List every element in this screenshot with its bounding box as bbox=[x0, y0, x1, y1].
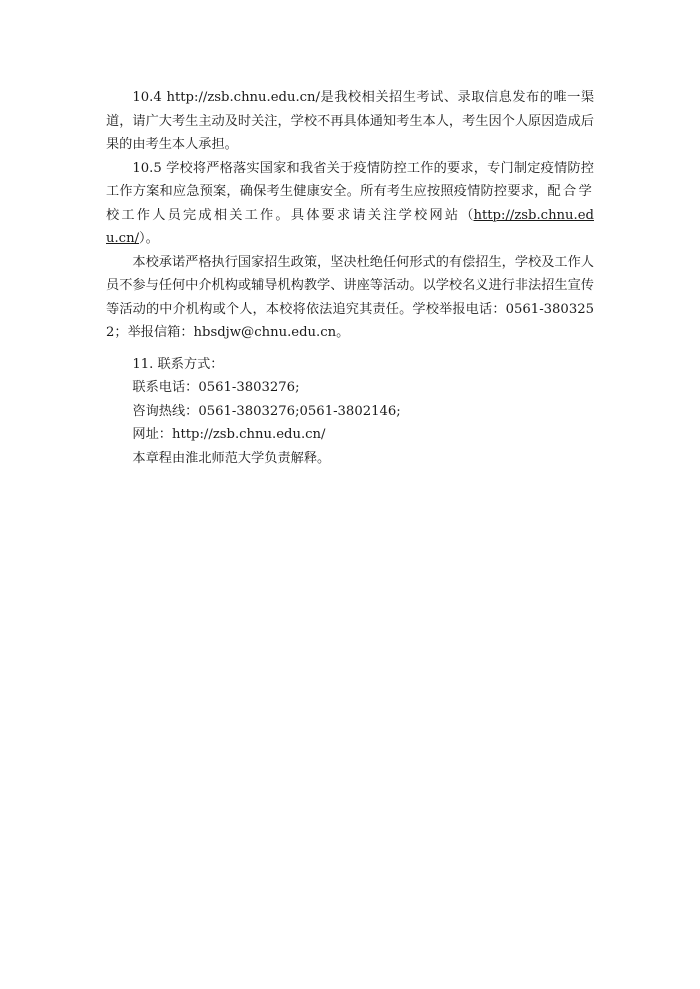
paren-close: ）。 bbox=[139, 231, 159, 246]
section-number: 10.5 bbox=[132, 160, 167, 176]
closing-statement: 本章程由淮北师范大学负责解释。 bbox=[132, 450, 331, 466]
contact-website[interactable]: 网址：http://zsb.chnu.edu.cn/ bbox=[132, 427, 326, 442]
paragraph-text: 是我校相关招生考试、录取信息发布的唯一渠道，请广大考生主动及时关注，学校不再具体通知考生本人，考生因个人原因造成后果的由考生本人承担。 bbox=[106, 90, 595, 152]
contact-heading: 11. 联系方式： bbox=[132, 356, 224, 372]
contact-hotline: 咨询热线：0561-3803276;0561-3802146; bbox=[132, 403, 401, 419]
paragraph-10-4 bbox=[106, 86, 594, 157]
paragraph-text: 学校将严格落实国家和我省关于疫情防控工作的要求，专门制定疫情防控工作方案和应急预案，确保考生健康安全。所有考生应按照疫情防控要求， bbox=[106, 160, 594, 199]
contact-phone: 联系电话：0561-3803276; bbox=[132, 380, 300, 395]
section-gap bbox=[106, 345, 594, 353]
document-page bbox=[106, 86, 594, 470]
paren-open: （ bbox=[460, 207, 474, 223]
section-number: 10.4 bbox=[132, 90, 167, 105]
school-website-link[interactable]: http://zsb.chnu.edu.cn/ bbox=[106, 207, 594, 246]
paragraph-text-spaced: 配合学校工作人员完成相关工作。具体要求请关注学校网站 bbox=[106, 184, 594, 223]
paragraph-10-5 bbox=[106, 157, 594, 251]
admissions-url[interactable]: http://zsb.chnu.edu.cn/ bbox=[166, 90, 320, 105]
commitment-paragraph: 本校承诺严格执行国家招生政策，坚决杜绝任何形式的有偿招生，学校及工作人员不参与任何中介机构或辅导机构教学、讲座等活动。以学校名义进行非法招生宣传等活动的中介机构或个人，本校将依法追究其责任。学校举报电话：0561-3803252；举报信箱：hbsdjw@chnu.edu.cn。 bbox=[106, 254, 594, 340]
